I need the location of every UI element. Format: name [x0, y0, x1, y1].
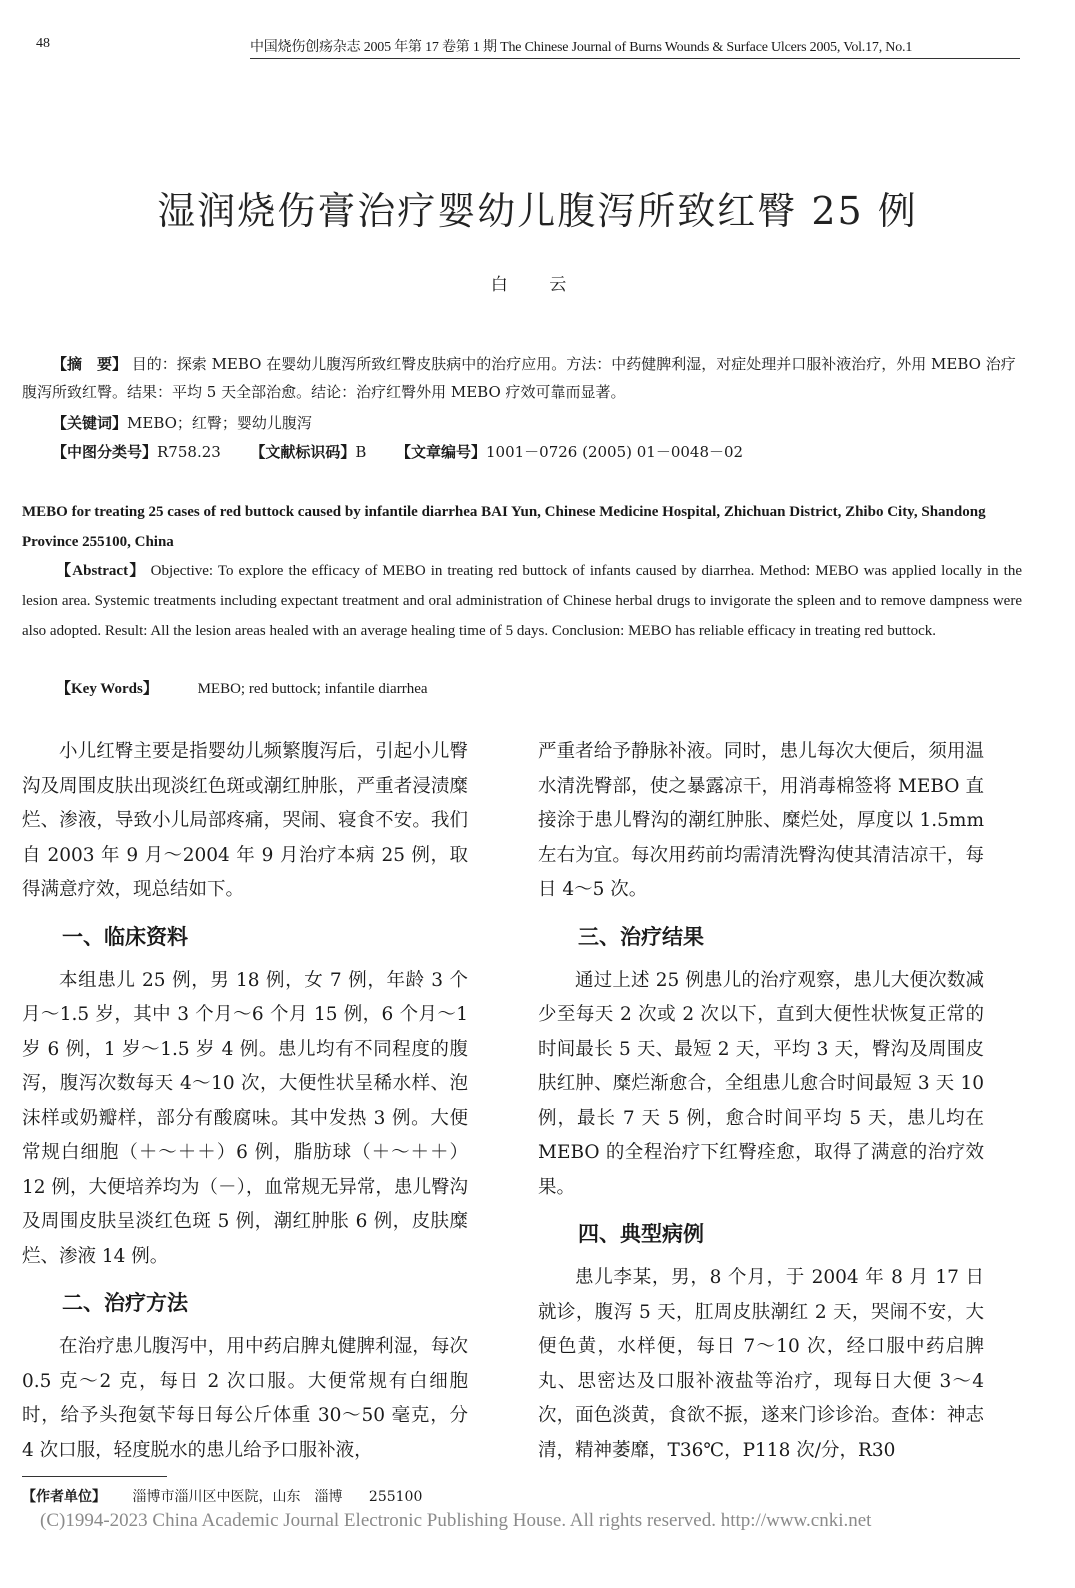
classification-line [22, 438, 1052, 466]
keywords-text: MEBO；红臀；婴幼儿腹泻 [127, 414, 312, 432]
section-text-method-continued: 严重者给予静脉补液。同时，患儿每次大便后，须用温水清洗臀部，使之暴露凉干，用消毒棉签将 MEBO 直接涂于患儿臀沟的潮红肿胀、糜烂处，厚度以 1.5mm 左右为宜。每次用药前均需清洗臀沟使其清洁凉干，每日 4～5 次。 [538, 741, 984, 900]
article-number-label: 【文章编号】 [395, 443, 486, 461]
class-label: 【中图分类号】 [52, 443, 158, 461]
header-rule [250, 58, 1020, 59]
affiliation-zip: 255100 [368, 1489, 423, 1505]
abstract-text: 目的：探索 MEBO 在婴幼儿腹泻所致红臀皮肤病中的治疗应用。方法：中药健脾利湿，对症处理并口服补液治疗，外用 MEBO 治疗腹泻所致红臀。结果：平均 5 天全部治愈。结论：治疗红臀外用 MEBO 疗效可靠而显著。 [22, 355, 1016, 401]
author-name: 白 云 [490, 275, 585, 295]
doc-code-label: 【文献标识码】 [250, 443, 356, 461]
abstract-label: 【摘 要】 [52, 355, 128, 373]
article-title: 湿润烧伤膏治疗婴幼儿腹泻所致红臀 25 例 [157, 189, 918, 233]
section-heading-case: 四、典型病例 [578, 1222, 704, 1246]
english-keywords-label: 【Key Words】 [56, 681, 158, 697]
english-abstract-label: 【Abstract】 [56, 563, 146, 579]
right-column [538, 735, 984, 1468]
chinese-abstract [22, 350, 1022, 406]
section-heading-method: 二、治疗方法 [62, 1291, 188, 1315]
chinese-keywords [22, 409, 1052, 437]
english-title-line: MEBO for treating 25 cases of red buttock caused by infantile diarrhea BAI Yun, Chinese Medicine Hospital, Zhichuan District, Zhibo City, Shandong Province 255100, China [22, 504, 986, 550]
section-text-clinical: 本组患儿 25 例，男 18 例，女 7 例，年龄 3 个月～1.5 岁，其中 3 个月～6 个月 15 例，6 个月～1 岁 6 例，1 岁～1.5 岁 4 例。患儿均有不同程度的腹泻，腹泻次数每天 4～10 次，大便性状呈稀水样、泡沫样或奶瓣样，部分有酸腐味。其中发热 3 例。大便常规白细胞（＋～＋＋）6 例，脂肪球（＋～＋＋）12 例，大便培养均为（－），血常规无异常，患儿臀沟及周围皮肤呈淡红色斑 5 例，潮红肿胀 6 例，皮肤糜烂、渗液 14 例。 [22, 969, 468, 1267]
section-text-method: 在治疗患儿腹泻中，用中药启脾丸健脾利湿，每次 0.5 克～2 克，每日 2 次口服。大便常规有白细胞时，给予头孢氨苄每日每公斤体重 30～50 毫克，分 4 次口服，轻度脱水的患儿给予口服补液， [22, 1336, 468, 1461]
keywords-label: 【关键词】 [52, 414, 128, 432]
section-text-case: 患儿李某，男，8 个月，于 2004 年 8 月 17 日就诊，腹泻 5 天，肛周皮肤潮红 2 天，哭闹不安，大便色黄，水样便，每日 7～10 次，经口服中药启脾丸、思密达及口服补液盐等治疗，现每日大便 3～4 次，面色淡黄，食欲不振，遂来门诊诊治。查体：神志清，精神萎靡，T36℃，P118 次/分，R30 [538, 1267, 984, 1461]
english-abstract [22, 556, 1022, 646]
intro-paragraph: 小儿红臀主要是指婴幼儿频繁腹泻后，引起小儿臀沟及周围皮肤出现淡红色斑或潮红肿胀，严重者浸渍糜烂、渗液，导致小儿局部疼痛，哭闹、寝食不安。我们自 2003 年 9 月～2004 年 9 月治疗本病 25 例，取得满意疗效，现总结如下。 [22, 741, 468, 900]
affiliation-org: 淄博市淄川区中医院，山东 淄博 [132, 1489, 343, 1505]
doc-code-value: B [355, 443, 367, 461]
english-keywords [22, 674, 1056, 704]
section-heading-results: 三、治疗结果 [578, 924, 704, 949]
english-keywords-text: MEBO; red buttock; infantile diarrhea [197, 681, 428, 697]
section-heading-clinical: 一、临床资料 [62, 924, 188, 949]
english-abstract-text: Objective: To explore the efficacy of MEBO in treating red buttock of infants caused by diarrhea. Method: MEBO was applied locally in the lesion area. Systemic treatments including expectant treatment and oral administration of Chinese herbal drugs to invigorate the spleen and to remove dampness were also adopted. Result: All the lesion areas healed with an average healing time of 5 days. Conclusion: MEBO has reliable efficacy in treating red buttock. [22, 563, 1022, 639]
footnote-rule [22, 1476, 167, 1477]
article-number-value: 1001－0726 (2005) 01－0048－02 [485, 443, 744, 461]
page-number: 48 [36, 36, 50, 51]
journal-header: 中国烧伤创疡杂志 2005 年第 17 卷第 1 期 The Chinese Journal of Burns Wounds & Surface Ulcers 2005, Vol.17, No.1 [250, 40, 913, 55]
section-text-results: 通过上述 25 例患儿的治疗观察，患儿大便次数减少至每天 2 次或 2 次以下，直到大便性状恢复正常的时间最长 5 天、最短 2 天，平均 3 天，臀沟及周围皮肤红肿、糜烂渐愈合，全组患儿愈合时间最短 3 天 10 例，最长 7 天 5 例，愈合时间平均 5 天，患儿均在 MEBO 的全程治疗下红臀痊愈，取得了满意的治疗效果。 [538, 969, 984, 1198]
class-value: R758.23 [157, 443, 221, 461]
author-affiliation [22, 1486, 444, 1506]
left-column [22, 735, 468, 1468]
copyright-watermark: (C)1994-2023 China Academic Journal Electronic Publishing House. All rights reserved. http://www.cnki.net [40, 1510, 872, 1531]
affiliation-label: 【作者单位】 [22, 1489, 106, 1505]
